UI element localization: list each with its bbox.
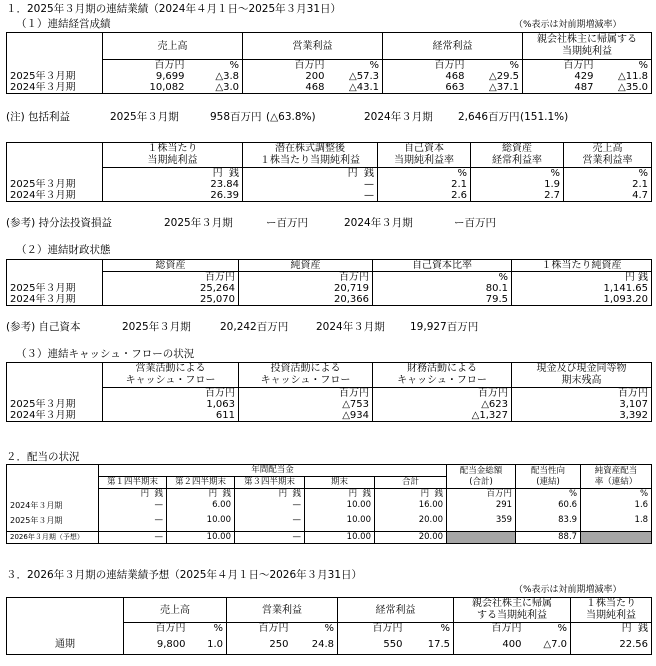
col-ordinary-income: 経常利益 xyxy=(383,33,523,60)
financial-position-table: 総資産 純資産 自己資本比率 １株当たり純資産 百万円 百万円 % 円 銭 2025年３月期 25,264 20,719 80.1 1,141.65 2024年３月期 25,070 20,366 79.5 1,093.20 xyxy=(6,259,652,306)
subheading-cash-flows: （３）連結キャッシュ・フローの状況 xyxy=(16,348,195,360)
equity-method-note: (参考) 持分法投資損益 2025年３月期 ー百万円 2024年３月期 ー百万円 xyxy=(6,217,496,229)
table-row: 2025年３月期 25,264 20,719 80.1 1,141.65 xyxy=(7,283,652,294)
col-net-income: 親会社株主に帰属する 当期純利益 xyxy=(523,33,652,60)
operating-results-table: 売上高 営業利益 経常利益 親会社株主に帰属する 当期純利益 百万円 % 百万円 % 百万円 % 百万円 % 2025年３月期 9,699 △3.8 200 △57.3 468 △29.5 429 △11.8 2024年３月期 10,082 △3.0 468 △43.1 663 △37.1 487 △35.0 xyxy=(6,32,652,94)
subheading-financial-position: （２）連結財政状態 xyxy=(16,244,111,256)
subheading-operating-results: （１）連結経営成績 xyxy=(16,18,111,30)
forecast-table: 売上高 営業利益 経常利益 親会社株主に帰属 する当期純利益 １株当たり 当期純利益 百万円 % 百万円 % 百万円 % 百万円 % 円 銭 通期 9,800 1.0 250 24.8 550 17.5 400 △7.0 22.56 xyxy=(6,597,652,655)
table-row: 2026年３月期（予想） — 10.00 — 10.00 20.00 88.7 xyxy=(7,531,652,543)
table-row: 2024年３月期 26.39 — 2.6 2.7 4.7 xyxy=(7,190,652,202)
table-row: 通期 9,800 1.0 250 24.8 550 17.5 400 △7.0 22.56 xyxy=(7,634,652,655)
corner-cell xyxy=(7,33,103,60)
section-heading-results: １．2025年３月期の連結業績（2024年４月１日～2025年３月31日） xyxy=(6,3,342,15)
table-row: 2024年３月期 10,082 △3.0 468 △43.1 663 △37.1 487 △35.0 xyxy=(7,82,652,94)
table-row: 2024年３月期 — 6.00 — 10.00 16.00 291 60.6 1.6 xyxy=(7,500,652,511)
table-row: 2025年３月期 1,063 △753 △623 3,107 xyxy=(7,399,652,410)
section-heading-forecast: ３．2026年３月期の連結業績予想（2025年４月１日～2026年３月31日） xyxy=(6,569,363,581)
per-share-table: １株当たり 当期純利益 潜在株式調整後 １株当たり当期純利益 自己資本 当期純利益率 総資産 経常利益率 売上高 営業利益率 円 銭 円 銭 % % % 2025年３月期 23.84 — 2.1 1.9 2.1 2024年３月期 26.39 — 2.6 2.7 4.7 xyxy=(6,142,652,202)
shaded-cell xyxy=(447,531,516,543)
section-heading-dividends: ２．配当の状況 xyxy=(6,451,80,463)
cash-flow-table: 営業活動による キャッシュ・フロー 投資活動による キャッシュ・フロー 財務活動による キャッシュ・フロー 現金及び現金同等物 期末残高 百万円 百万円 百万円 百万円 2025年３月期 1,063 △753 △623 3,107 2024年３月期 611 △934 △1,327 3,392 xyxy=(6,362,652,422)
shaded-cell xyxy=(581,531,652,543)
table-row: 2024年３月期 611 △934 △1,327 3,392 xyxy=(7,410,652,422)
table-row: 2025年３月期 — 10.00 — 10.00 20.00 359 83.9 1.8 xyxy=(7,511,652,531)
forecast-percentage-note: （%表示は対前期増減率） xyxy=(514,585,622,595)
comprehensive-income-note: (注) 包括利益 2025年３月期 958百万円 (△63.8%) 2024年３月期 2,646百万円 (151.1%) xyxy=(6,111,569,123)
table-row: 2025年３月期 9,699 △3.8 200 △57.3 468 △29.5 429 △11.8 xyxy=(7,71,652,82)
unit-cell: 百万円 xyxy=(103,60,188,72)
dividends-table: 年間配当金 配当金総額 (合計) 配当性向 (連結) 純資産配当 率（連結） 第１四半期末 第２四半期末 第３四半期末 期末 合計 円 銭 円 銭 円 銭 円 銭 円 銭 百万円 % % 2024年３月期 — 6.00 — 10.00 16.00 291 60.6 1.6 2025年３月期 — 10.00 — 10.00 20.00 359 83.9 1.8 2026年３月期（予想） — 10.00 — 10.00 20.00 88.7 xyxy=(6,464,652,544)
col-operating-income: 営業利益 xyxy=(243,33,383,60)
equity-note: (参考) 自己資本 2025年３月期 20,242百万円 2024年３月期 19,927百万円 xyxy=(6,321,479,333)
table-row: 2024年３月期 25,070 20,366 79.5 1,093.20 xyxy=(7,294,652,306)
percentage-note: （%表示は対前期増減率） xyxy=(514,20,622,30)
col-sales: 売上高 xyxy=(103,33,243,60)
table-row: 2025年３月期 23.84 — 2.1 1.9 2.1 xyxy=(7,179,652,190)
